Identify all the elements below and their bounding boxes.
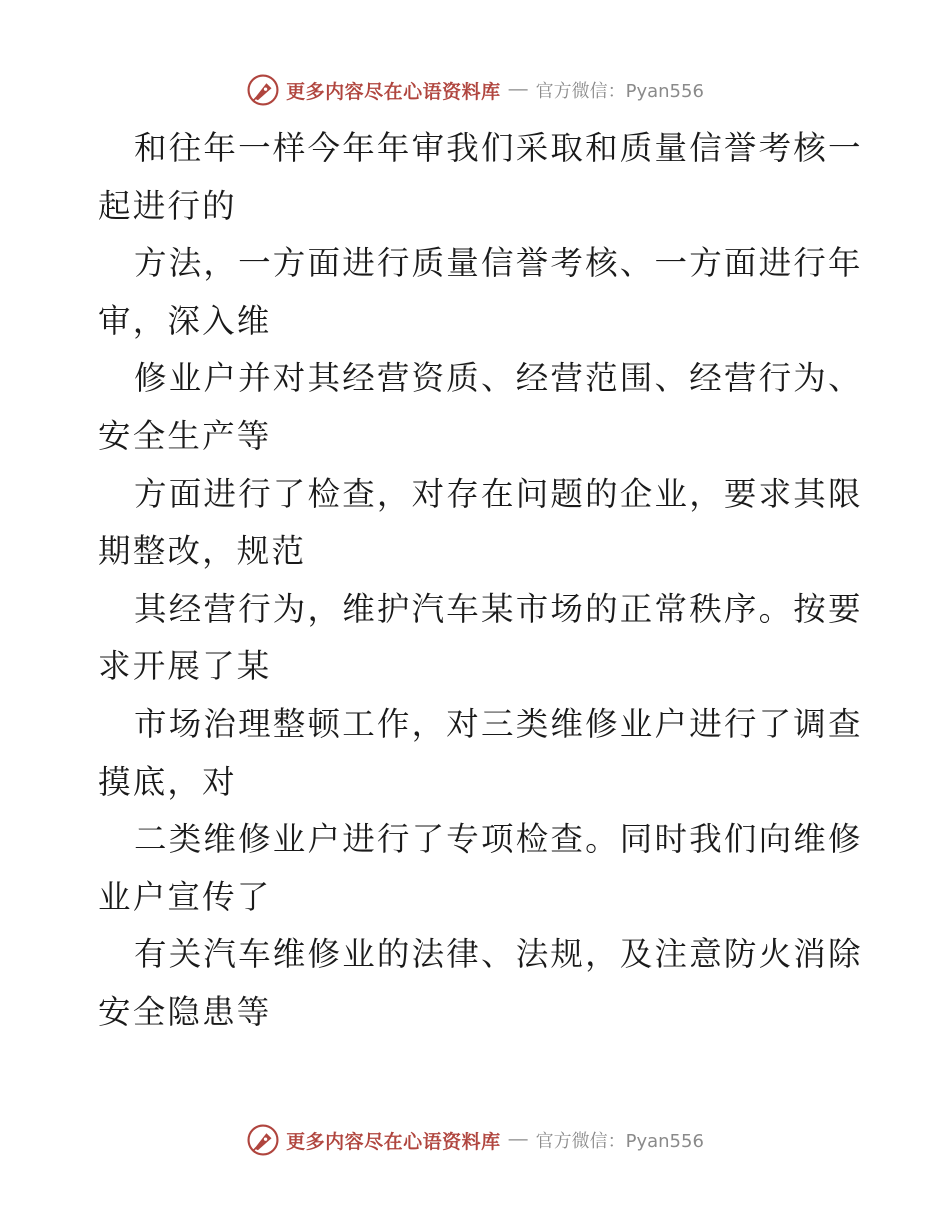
body-line: 修业户并对其经营资质、经营范围、经营行为、	[134, 359, 863, 398]
banner-separator: —	[508, 79, 528, 100]
body-line: 有关汽车维修业的法律、法规，及注意防火消除	[134, 935, 863, 974]
banner-separator: —	[508, 1129, 528, 1150]
body-line: 方面进行了检查，对存在问题的企业，要求其限	[134, 474, 863, 513]
body-line: 求开展了某	[98, 647, 272, 686]
banner-wechat-text: 官方微信：Pyan556	[535, 1131, 704, 1152]
banner-main-text: 更多内容尽在心语资料库	[286, 80, 501, 103]
body-line: 安全隐患等	[98, 992, 272, 1031]
pen-nib-logo-icon	[246, 73, 280, 107]
pen-nib-logo-icon	[246, 1123, 280, 1157]
document-body	[98, 120, 863, 1042]
body-line: 安全生产等	[98, 416, 272, 455]
body-line: 审，深入维	[98, 301, 272, 340]
banner-main-text: 更多内容尽在心语资料库	[286, 1130, 501, 1153]
header-banner	[0, 70, 950, 110]
body-line: 和往年一样今年年审我们采取和质量信誉考核一	[134, 129, 863, 167]
body-line: 市场治理整顿工作，对三类维修业户进行了调查	[134, 704, 863, 743]
banner-wechat-text: 官方微信：Pyan556	[535, 81, 704, 102]
body-line: 起进行的	[98, 186, 237, 225]
body-line: 方法，一方面进行质量信誉考核、一方面进行年	[134, 244, 863, 283]
body-line: 其经营行为，维护汽车某市场的正常秩序。按要	[134, 589, 863, 628]
body-line: 摸底，对	[98, 762, 237, 801]
footer-banner	[0, 1120, 950, 1160]
body-line: 业户宣传了	[98, 877, 272, 916]
body-line: 期整改，规范	[98, 532, 307, 571]
body-line: 二类维修业户进行了专项检查。同时我们向维修	[134, 820, 863, 859]
